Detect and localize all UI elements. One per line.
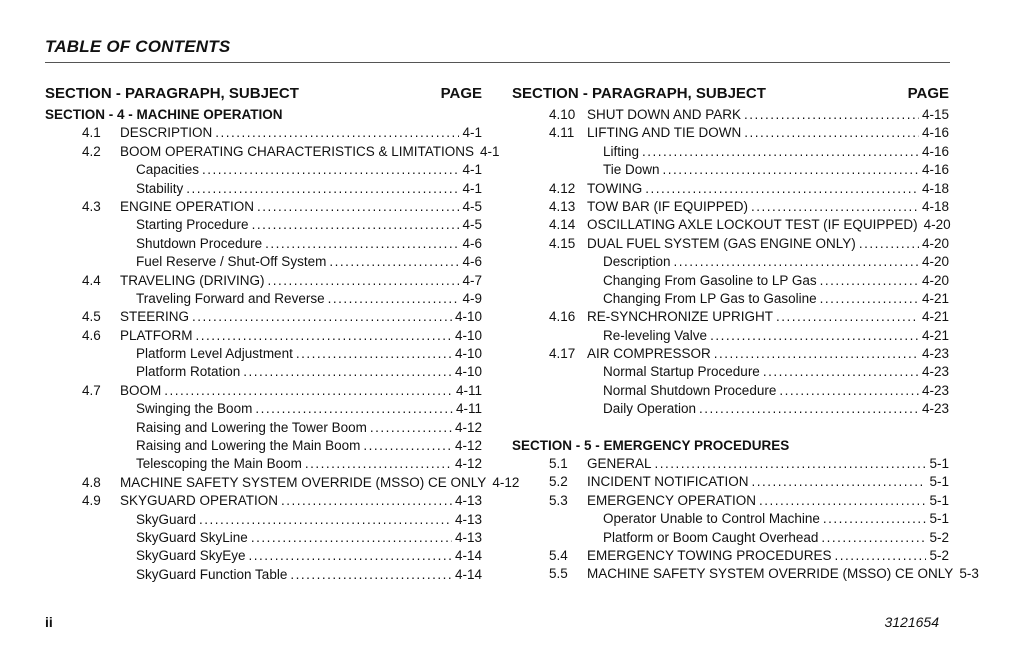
toc-entry[interactable] [45,382,482,400]
entry-page: 4-5 [462,217,482,233]
entry-page: 4-14 [454,548,482,564]
entry-title: Lifting [603,143,640,159]
entry-page: 4-15 [921,107,949,122]
entry-page: 4-20 [921,254,949,270]
toc-subentry[interactable] [45,455,482,473]
dot-leader [710,327,919,345]
entry-title: Platform Rotation [136,364,241,380]
dot-leader [257,198,459,216]
dot-leader [642,143,919,161]
dot-leader [759,492,926,510]
entry-page: 5-1 [929,492,949,508]
entry-page: 4-11 [455,401,482,417]
entry-page: 4-21 [921,309,949,325]
entry-number: 4.13 [549,198,576,214]
entry-page: 4-12 [492,474,520,490]
entry-title: Fuel Reserve / Shut-Off System [136,254,327,270]
section-4-entries [45,124,520,584]
entry-number: 4.12 [549,180,576,196]
toc-subentry[interactable] [512,143,949,161]
toc-subentry[interactable] [45,419,482,437]
entry-page: 4-13 [454,529,482,545]
entry-title: DUAL FUEL SYSTEM (GAS ENGINE ONLY) [587,235,856,251]
dot-leader [699,400,919,418]
dot-leader [164,382,453,400]
toc-subentry[interactable] [45,345,482,363]
dot-leader [776,308,919,326]
entry-number: 4.9 [82,493,101,509]
toc-entry[interactable] [45,143,500,161]
entry-number: 4.11 [549,125,575,141]
toc-entry[interactable] [512,235,949,253]
dot-leader [305,455,452,473]
entry-page: 4-10 [454,364,482,380]
toc-entry[interactable] [512,473,949,491]
entry-page: 5-1 [929,456,949,472]
entry-number: 4.10 [549,107,576,122]
column-heading-page: PAGE [440,85,482,102]
toc-subentry[interactable] [45,290,482,308]
dot-leader [202,161,459,179]
entry-number: 5.2 [549,474,568,490]
toc-subentry[interactable] [45,180,482,198]
entry-page: 5-1 [929,511,949,527]
entry-number: 4.8 [82,474,101,490]
toc-entry[interactable] [512,124,949,142]
entry-page: 5-1 [929,474,949,490]
dot-leader [328,290,460,308]
entry-number: 5.4 [549,547,568,563]
entry-page: 4-10 [454,327,482,343]
dot-leader [265,235,459,253]
dot-leader [820,272,919,290]
page-title: TABLE OF CONTENTS [45,37,231,56]
entry-page: 4-23 [921,401,949,417]
dot-leader [252,216,460,234]
toc-subentry[interactable] [45,253,482,271]
entry-page: 4-13 [454,511,482,527]
toc-subentry[interactable] [45,566,482,584]
toc-entry[interactable] [45,272,482,290]
entry-number: 4.3 [82,198,101,214]
header-divider [45,62,950,63]
entry-title: OSCILLATING AXLE LOCKOUT TEST (IF EQUIPPED) [587,217,918,233]
entry-title: Normal Startup Procedure [603,364,760,380]
toc-subentry[interactable] [512,400,949,418]
entry-page: 4-1 [462,180,482,196]
entry-number: 4.15 [549,235,576,251]
dot-leader [674,253,919,271]
entry-page: 5-2 [929,547,949,563]
entry-number: 4.2 [82,143,101,159]
column-heading-page: PAGE [907,85,949,102]
dot-leader [663,161,919,179]
entry-page: 4-20 [923,217,951,233]
dot-leader [215,124,459,142]
entry-number: 4.7 [82,382,101,398]
toc-subentry[interactable] [512,510,949,528]
toc-entry[interactable] [45,198,482,216]
entry-number: 5.5 [549,566,568,582]
toc-entry[interactable] [512,106,949,124]
dot-leader [243,363,452,381]
toc-left-column [45,84,520,584]
entry-page: 4-1 [462,162,482,178]
entry-page: 4-12 [454,456,482,472]
toc-entry[interactable] [512,216,949,234]
entry-title: SkyGuard SkyEye [136,548,246,564]
entry-title: Starting Procedure [136,217,249,233]
entry-title: SkyGuard Function Table [136,566,288,582]
entry-title: SHUT DOWN AND PARK [587,107,742,122]
toc-entry[interactable] [45,492,482,510]
entry-title: BOOM OPERATING CHARACTERISTICS & LIMITATIONS [120,143,475,159]
entry-page: 4-1 [462,125,482,141]
toc-entry[interactable] [512,547,949,565]
toc-subentry[interactable] [45,437,482,455]
entry-page: 4-16 [921,143,949,159]
column-heading-subject: SECTION - PARAGRAPH, SUBJECT [512,85,766,102]
entry-page: 4-10 [454,309,482,325]
entry-page: 4-18 [921,198,949,214]
entry-title: TRAVELING (DRIVING) [120,272,265,288]
entry-title: Platform or Boom Caught Overhead [603,529,819,545]
toc-entry[interactable] [45,474,520,492]
entry-number: 5.1 [549,456,568,472]
entry-number: 4.17 [549,346,576,362]
toc-subentry[interactable] [512,272,949,290]
dot-leader [763,363,919,381]
toc-entry[interactable] [512,198,949,216]
column-heading [512,84,949,106]
dot-leader [249,547,452,565]
dot-leader [290,566,452,584]
dot-leader [281,492,452,510]
toc-subentry[interactable] [45,529,482,547]
dot-leader [196,327,452,345]
entry-page: 4-12 [454,438,482,454]
entry-title: Tie Down [603,162,660,178]
entry-number: 4.6 [82,327,101,343]
entry-title: Daily Operation [603,401,697,417]
entry-title: SkyGuard SkyLine [136,529,248,545]
section-4-continued-entries [512,106,949,419]
entry-number: 4.16 [549,309,576,325]
entry-title: SkyGuard [136,511,197,527]
toc-entry[interactable] [45,327,482,345]
entry-title: EMERGENCY TOWING PROCEDURES [587,547,832,563]
section-4-title: SECTION - 4 - MACHINE OPERATION [45,107,283,122]
entry-page: 4-14 [454,566,482,582]
toc-entry[interactable] [45,308,482,326]
dot-leader [255,400,453,418]
entry-page: 4-6 [462,235,482,251]
entry-page: 4-12 [454,419,482,435]
entry-number: 4.1 [82,125,101,141]
entry-title: TOW BAR (IF EQUIPPED) [587,198,749,214]
dot-leader [744,106,919,124]
entry-title: Platform Level Adjustment [136,346,293,362]
dot-leader [859,235,919,253]
dot-leader [370,419,452,437]
entry-page: 4-10 [454,346,482,362]
toc-right-column [512,84,979,584]
entry-title: BOOM [120,382,162,398]
entry-title: MACHINE SAFETY SYSTEM OVERRIDE (MSSO) CE ONLY [587,566,954,582]
entry-title: TOWING [587,180,643,196]
entry-title: Changing From LP Gas to Gasoline [603,290,817,306]
entry-title: EMERGENCY OPERATION [587,492,757,508]
page-number: ii [45,614,53,630]
dot-leader [744,124,919,142]
entry-page: 4-18 [921,180,949,196]
entry-title: ENGINE OPERATION [120,198,255,214]
entry-page: 4-23 [921,364,949,380]
entry-title: Raising and Lowering the Main Boom [136,438,361,454]
entry-title: STEERING [120,309,190,325]
entry-title: PLATFORM [120,327,193,343]
dot-leader [268,272,460,290]
entry-page: 4-21 [921,327,949,343]
toc-subentry[interactable] [45,511,482,529]
toc-subentry[interactable] [512,253,949,271]
toc-subentry[interactable] [45,216,482,234]
entry-number: 5.3 [549,492,568,508]
toc-entry[interactable] [512,565,979,583]
entry-title: GENERAL [587,456,652,472]
dot-leader [751,198,919,216]
entry-page: 4-20 [921,235,949,251]
dot-leader [779,382,919,400]
toc-subentry[interactable] [512,161,949,179]
entry-title: LIFTING AND TIE DOWN [587,125,742,141]
toc-entry[interactable] [512,455,949,473]
entry-page: 4-1 [480,143,500,159]
document-number: 3121654 [884,614,939,630]
toc-entry[interactable] [512,492,949,510]
entry-page: 4-16 [921,162,949,178]
entry-title: DESCRIPTION [120,125,213,141]
toc-entry[interactable] [512,345,949,363]
entry-page: 4-13 [454,493,482,509]
column-heading [45,84,482,106]
entry-title: Operator Unable to Control Machine [603,511,820,527]
entry-title: Normal Shutdown Procedure [603,382,777,398]
entry-number: 4.5 [82,309,101,325]
dot-leader [820,290,919,308]
entry-page: 4-23 [921,346,949,362]
entry-title: AIR COMPRESSOR [587,346,711,362]
entry-page: 4-11 [455,382,482,398]
entry-title: Stability [136,180,184,196]
toc-subentry[interactable] [512,363,949,381]
toc-subentry[interactable] [512,327,949,345]
toc-entry[interactable] [512,308,949,326]
toc-subentry[interactable] [512,382,949,400]
toc-subentry[interactable] [45,363,482,381]
entry-page: 5-2 [929,529,949,545]
entry-title: Shutdown Procedure [136,235,263,251]
section-5-title: SECTION - 5 - EMERGENCY PROCEDURES [512,437,790,453]
entry-page: 4-16 [921,125,949,141]
column-heading-subject: SECTION - PARAGRAPH, SUBJECT [45,85,299,102]
entry-title: INCIDENT NOTIFICATION [587,474,749,490]
dot-leader [296,345,452,363]
entry-title: Swinging the Boom [136,401,253,417]
dot-leader [251,529,452,547]
entry-page: 4-21 [921,290,949,306]
entry-title: Changing From Gasoline to LP Gas [603,272,817,288]
entry-title: Re-leveling Valve [603,327,708,343]
entry-title: Description [603,254,671,270]
section-5-entries [512,455,979,584]
entry-page: 4-9 [462,290,482,306]
dot-leader [199,511,452,529]
entry-page: 5-3 [959,566,979,582]
entry-title: Telescoping the Main Boom [136,456,302,472]
dot-leader [655,455,927,473]
entry-number: 4.14 [549,217,576,233]
toc-subentry[interactable] [45,547,482,565]
toc-entry[interactable] [512,180,949,198]
toc-entry[interactable] [45,124,482,142]
entry-page: 4-5 [462,198,482,214]
entry-number: 4.4 [82,272,101,288]
section-spacer [512,419,949,437]
entry-title: Raising and Lowering the Tower Boom [136,419,367,435]
entry-title: Capacities [136,162,200,178]
toc-subentry[interactable] [512,290,949,308]
dot-leader [835,547,927,565]
entry-title: Traveling Forward and Reverse [136,290,325,306]
toc-subentry[interactable] [45,161,482,179]
entry-title: MACHINE SAFETY SYSTEM OVERRIDE (MSSO) CE ONLY [120,474,487,490]
entry-page: 4-23 [921,382,949,398]
dot-leader [192,308,452,326]
entry-title: SKYGUARD OPERATION [120,493,279,509]
entry-title: RE-SYNCHRONIZE UPRIGHT [587,309,774,325]
dot-leader [363,437,452,455]
dot-leader [645,180,919,198]
entry-page: 4-7 [462,272,482,288]
entry-page: 4-6 [462,254,482,270]
toc-subentry[interactable] [45,400,482,418]
toc-subentry[interactable] [45,235,482,253]
dot-leader [714,345,919,363]
dot-leader [821,529,926,547]
toc-subentry[interactable] [512,529,949,547]
dot-leader [752,473,927,491]
dot-leader [186,180,459,198]
entry-page: 4-20 [921,272,949,288]
dot-leader [823,510,927,528]
dot-leader [329,253,459,271]
